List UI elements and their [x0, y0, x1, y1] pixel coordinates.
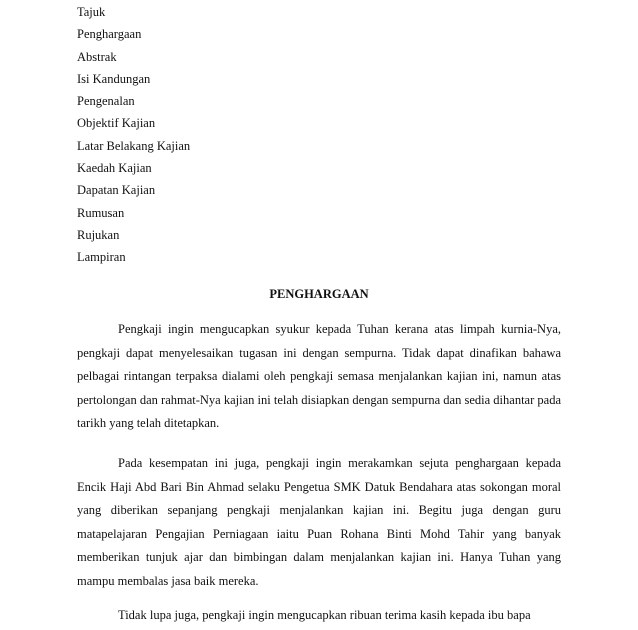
toc-item: Rumusan	[77, 205, 125, 220]
toc-item: Isi Kandungan	[77, 71, 151, 86]
table-of-contents	[77, 4, 190, 272]
toc-item: Tajuk	[77, 5, 106, 19]
toc-item: Penghargaan	[77, 27, 142, 42]
toc-item: Pengenalan	[77, 94, 135, 109]
toc-item: Abstrak	[77, 49, 117, 64]
section-heading: PENGHARGAAN	[269, 287, 369, 301]
paragraph: Pada kesempatan ini juga, pengkaji ingin merakamkan sejuta penghargaan kepada Encik Haji Abd Bari Bin Ahmad selaku Pengetua SMK Datuk Bendahara atas sokongan moral yang diberikan sepanjang pengkaji menjalankan kajian ini. Begitu juga dengan guru matapelajaran Pengajian Perniagaan iaitu Puan Rohana Binti Mohd Tahir yang banyak memberikan tunjuk ajar dan bimbingan dalam menjalankan kajian ini. Hanya Tuhan yang mampu membalas jasa baik mereka.	[77, 456, 561, 588]
toc-item: Dapatan Kajian	[77, 183, 156, 198]
toc-item: Rujukan	[77, 227, 120, 242]
toc-item: Kaedah Kajian	[77, 161, 152, 176]
paragraph: Tidak lupa juga, pengkaji ingin mengucapkan ribuan terima kasih kepada ibu bapa	[118, 608, 531, 622]
toc-item: Latar Belakang Kajian	[77, 138, 191, 153]
toc-item: Lampiran	[77, 250, 126, 265]
toc-item: Objektif Kajian	[77, 116, 156, 131]
paragraph: Pengkaji ingin mengucapkan syukur kepada Tuhan kerana atas limpah kurnia-Nya, pengkaji dapat menyelesaikan tugasan ini dengan sempurna. Tidak dapat dinafikan bahawa pelbagai rintangan terpaksa dialami oleh pengkaji semasa menjalankan kajian ini, namun atas pertolongan dan rahmat-Nya kajian ini telah disiapkan dengan sempurna dan sedia dihantar pada tarikh yang telah ditetapkan.	[77, 322, 561, 430]
